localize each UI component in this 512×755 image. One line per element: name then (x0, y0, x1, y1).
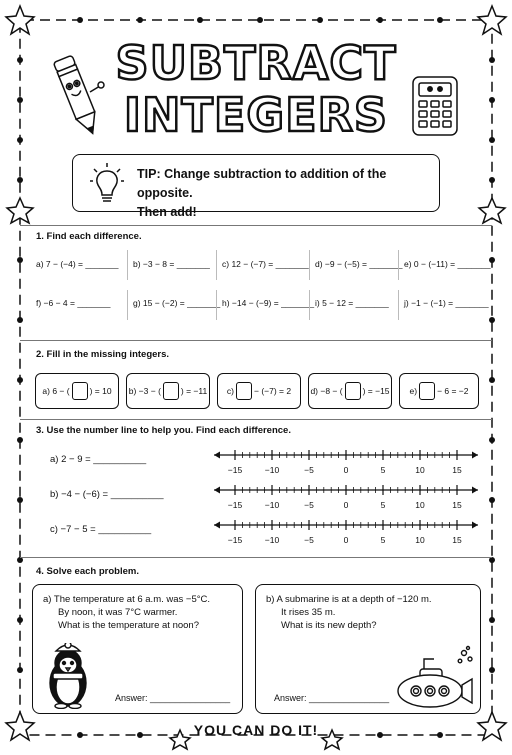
column-divider (309, 290, 310, 320)
problem-1j: j) −1 − (−1) = _______ (404, 298, 489, 308)
section-4-title: 4. Solve each problem. (36, 566, 139, 577)
tick-label: 15 (452, 500, 462, 510)
section-2-title: 2. Fill in the missing integers. (36, 349, 170, 360)
tick-label: 10 (415, 500, 425, 510)
tick-label: 5 (380, 535, 386, 545)
problem-1a: a) 7 − (−4) = _______ (36, 259, 119, 269)
missing-integer-a: a) 6 − ( ) = 10 (35, 373, 119, 409)
problem-1b: b) −3 − 8 = _______ (133, 259, 210, 269)
answer-box[interactable] (419, 382, 435, 400)
column-divider (398, 290, 399, 320)
missing-integer-c: c) − (−7) = 2 (217, 373, 301, 409)
divider (20, 419, 492, 420)
problem-1d: d) −9 − (−5) = _______ (315, 259, 403, 269)
tick-label: −5 (304, 500, 314, 510)
number-line (210, 483, 482, 511)
left-arrow-icon (214, 522, 220, 529)
left-arrow-icon (214, 487, 220, 494)
problem-1c: c) 12 − (−7) = _______ (222, 259, 309, 269)
right-arrow-icon (472, 452, 478, 459)
column-divider (216, 250, 217, 280)
problem-1i: i) 5 − 12 = _______ (315, 298, 389, 308)
right-arrow-icon (472, 522, 478, 529)
problem-1g: g) 15 − (−2) = _______ (133, 298, 221, 308)
tick-label: 0 (343, 465, 349, 475)
tick-label: 10 (415, 535, 425, 545)
tip-text: TIP: Change subtraction to addition of the opposite. Then add! (137, 167, 387, 219)
numberline-question-b: b) −4 − (−6) = __________ (50, 489, 164, 500)
right-arrow-icon (472, 487, 478, 494)
tick-label: 5 (380, 465, 386, 475)
missing-integer-d: d) −8 − ( ) = −15 (308, 373, 392, 409)
divider (20, 557, 492, 558)
answer-box[interactable] (72, 382, 88, 400)
lightbulb-icon (89, 161, 125, 207)
tick-label: −10 (264, 535, 280, 545)
divider (20, 340, 492, 341)
left-arrow-icon (214, 452, 220, 459)
answer-box[interactable] (236, 382, 252, 400)
star-icon (478, 6, 506, 34)
tick-label: −10 (264, 465, 280, 475)
submarine-icon (394, 645, 478, 711)
missing-integer-e: e) − 6 = −2 (399, 373, 479, 409)
tick-label: −15 (227, 465, 243, 475)
footer-message: YOU CAN DO IT! (193, 722, 319, 738)
column-divider (127, 290, 128, 320)
tick-label: −10 (264, 500, 280, 510)
tick-label: 0 (343, 500, 349, 510)
section-1-title: 1. Find each difference. (36, 231, 142, 242)
tick-label: 15 (452, 465, 462, 475)
tick-label: −15 (227, 500, 243, 510)
number-line (210, 518, 482, 546)
answer-box[interactable] (163, 382, 179, 400)
tick-label: 15 (452, 535, 462, 545)
tick-label: 0 (343, 535, 349, 545)
title-line-2: INTEGERS (123, 88, 389, 142)
tick-label: −5 (304, 535, 314, 545)
answer-box[interactable] (345, 382, 361, 400)
column-divider (127, 250, 128, 280)
answer-line-b[interactable]: Answer: ________________ (274, 693, 390, 703)
title-line-1: SUBTRACT (115, 36, 397, 90)
answer-line-a[interactable]: Answer: ________________ (115, 693, 231, 703)
tip-box (72, 154, 440, 219)
problem-1e: e) 0 − (−11) = _______ (404, 259, 491, 269)
tick-label: 5 (380, 500, 386, 510)
column-divider (216, 290, 217, 320)
section-3-title: 3. Use the number line to help you. Find each difference. (36, 425, 291, 436)
divider (20, 225, 492, 226)
missing-integer-b: b) −3 − ( ) = −11 (126, 373, 210, 409)
numberline-question-c: c) −7 − 5 = __________ (50, 524, 152, 535)
word-problem-a: a) The temperature at 6 a.m. was −5°C. By noon, it was 7°C warmer. What is the temperature at noon? Answer: ________________ (32, 584, 243, 714)
tick-label: 10 (415, 465, 425, 475)
penguin-icon (43, 643, 93, 709)
problem-1h: h) −14 − (−9) = _______ (222, 298, 315, 308)
column-divider (309, 250, 310, 280)
column-divider (398, 250, 399, 280)
tick-label: −15 (227, 535, 243, 545)
word-problem-b: b) A submarine is at a depth of −120 m. It rises 35 m. What is its new depth? Answer: ________________ (255, 584, 481, 714)
tick-label: −5 (304, 465, 314, 475)
problem-1f: f) −6 − 4 = _______ (36, 298, 111, 308)
numberline-question-a: a) 2 − 9 = __________ (50, 454, 147, 465)
number-line (210, 448, 482, 476)
